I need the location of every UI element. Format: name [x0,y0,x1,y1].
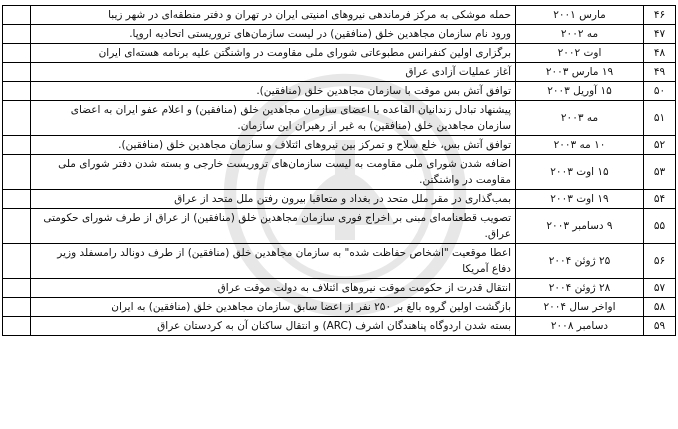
table-row [3,155,676,190]
row-number: ۵۳ [644,155,676,190]
event-description: بسته شدن اردوگاه پناهندگان اشرف (ARC) و انتقال ساکنان آن به کردستان عراق [31,317,516,336]
row-number: ۴۹ [644,63,676,82]
event-description: توافق آتش بس موقت با سازمان مجاهدین خلق (منافقین). [31,82,516,101]
event-date: ۱۹ مارس ۲۰۰۳ [516,63,644,82]
table-row [3,209,676,244]
table-row [3,44,676,63]
event-date: دسامبر ۲۰۰۸ [516,317,644,336]
events-table-body [3,6,676,336]
events-table [2,5,676,336]
row-number: ۵۰ [644,82,676,101]
event-description: توافق آتش بس، خلع سلاح و تمرکز بین نیروهای ائتلاف و سازمان مجاهدین خلق (منافقین). [31,136,516,155]
event-description: تصویب قطعنامه‌ای مبنی بر اخراج فوری سازمان مجاهدین خلق (منافقین) از عراق از طرف شورای حکومتی عراق. [31,209,516,244]
row-number: ۵۹ [644,317,676,336]
row-number: ۴۷ [644,25,676,44]
empty-cell [3,298,31,317]
row-number: ۵۲ [644,136,676,155]
row-number: ۵۶ [644,244,676,279]
table-row [3,101,676,136]
row-number: ۵۱ [644,101,676,136]
row-number: ۵۷ [644,279,676,298]
empty-cell [3,44,31,63]
event-description: اضافه شدن شورای ملی مقاومت به لیست سازمان‌های تروریست خارجی و بسته شدن دفتر شورای ملی مقاومت در واشنگتن. [31,155,516,190]
row-number: ۴۸ [644,44,676,63]
table-row [3,25,676,44]
event-date: ۱۹ اوت ۲۰۰۳ [516,190,644,209]
empty-cell [3,25,31,44]
table-row [3,244,676,279]
event-description: پیشنهاد تبادل زندانیان القاعده با اعضای سازمان مجاهدین خلق (منافقین) و اعلام عفو ایران به اعضای سازمان مجاهدین خلق (منافقین) به غیر از رهبران این سازمان. [31,101,516,136]
event-description: انتقال قدرت از حکومت موقت نیروهای ائتلاف به دولت موقت عراق [31,279,516,298]
row-number: ۴۶ [644,6,676,25]
event-description: حمله موشکی به مرکز فرماندهی نیروهای امنیتی ایران در تهران و دفتر منطقه‌ای در شهر زیبا [31,6,516,25]
event-date: ۱۵ آوریل ۲۰۰۳ [516,82,644,101]
empty-cell [3,317,31,336]
event-description: بازگشت اولین گروه بالغ بر ۲۵۰ نفر از اعضا سابق سازمان مجاهدین خلق (منافقین) به ایران [31,298,516,317]
event-date: ۱۵ اوت ۲۰۰۳ [516,155,644,190]
empty-cell [3,101,31,136]
table-row [3,298,676,317]
table-row [3,82,676,101]
event-description: آغاز عملیات آزادی عراق [31,63,516,82]
empty-cell [3,82,31,101]
event-date: مه ۲۰۰۳ [516,101,644,136]
event-date: اوت ۲۰۰۲ [516,44,644,63]
event-date: ۲۵ ژوئن ۲۰۰۴ [516,244,644,279]
event-date: ۲۸ ژوئن ۲۰۰۴ [516,279,644,298]
empty-cell [3,244,31,279]
empty-cell [3,6,31,25]
event-description: برگزاری اولین کنفرانس مطبوعاتی شورای ملی مقاومت در واشنگتن علیه برنامه هسته‌ای ایران [31,44,516,63]
row-number: ۵۴ [644,190,676,209]
event-date: مارس ۲۰۰۱ [516,6,644,25]
empty-cell [3,209,31,244]
table-row [3,6,676,25]
event-description: اعطا موقعیت "اشخاص حفاظت شده" به سازمان مجاهدین خلق (منافقین) از طرف دونالد رامسفلد وزیر دفاع آمریکا [31,244,516,279]
table-row [3,136,676,155]
table-row [3,190,676,209]
table-row [3,63,676,82]
empty-cell [3,136,31,155]
row-number: ۵۵ [644,209,676,244]
table-row [3,317,676,336]
event-date: مه ۲۰۰۲ [516,25,644,44]
event-description: بمب‌گذاری در مقر ملل متحد در بغداد و متعاقبا بیرون رفتن ملل متحد از عراق [31,190,516,209]
event-date: اواخر سال ۲۰۰۴ [516,298,644,317]
row-number: ۵۸ [644,298,676,317]
empty-cell [3,155,31,190]
event-description: ورود نام سازمان مجاهدین خلق (منافقین) در لیست سازمان‌های تروریستی اتحادیه اروپا. [31,25,516,44]
empty-cell [3,63,31,82]
event-date: ۱۰ مه ۲۰۰۳ [516,136,644,155]
table-row [3,279,676,298]
event-date: ۹ دسامبر ۲۰۰۳ [516,209,644,244]
empty-cell [3,279,31,298]
empty-cell [3,190,31,209]
